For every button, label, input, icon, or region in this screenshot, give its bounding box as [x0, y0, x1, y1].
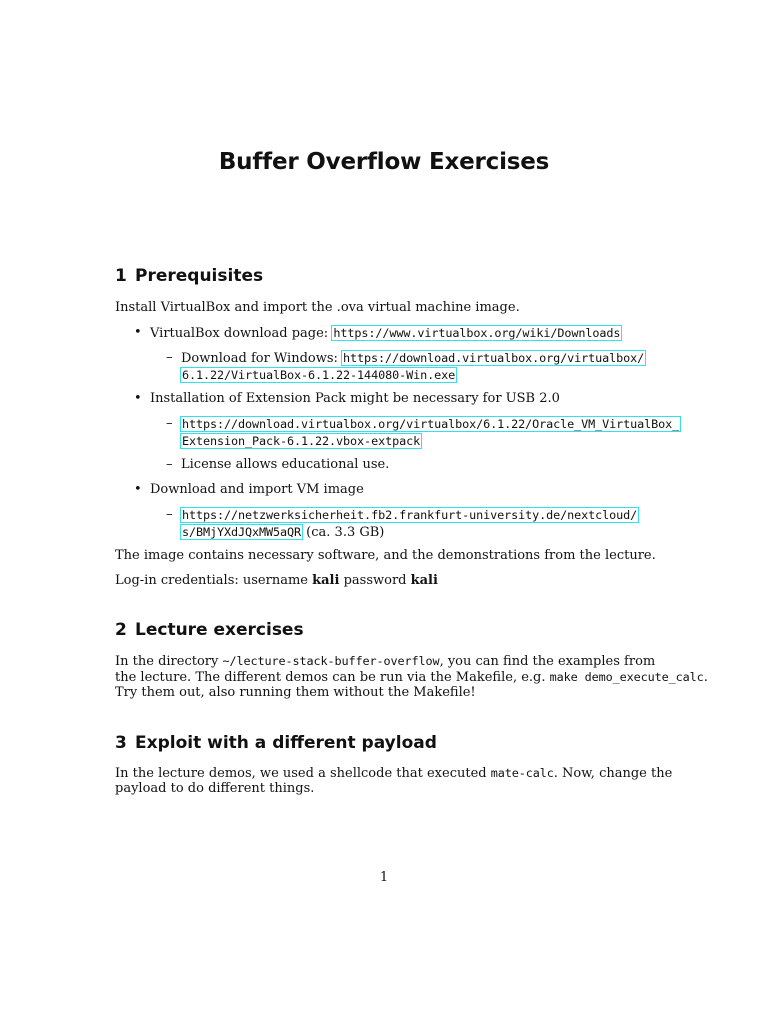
section-2-line-1: [115, 653, 655, 670]
directory-path: ~/lecture-stack-buffer-overflow: [222, 654, 440, 668]
sub-item: [181, 350, 645, 367]
section-title: Lecture exercises: [135, 620, 304, 640]
extension-pack-link-cont[interactable]: Extension_Pack-6.1.22.vbox-extpack: [182, 434, 421, 448]
vm-image-size: (ca. 3.3 GB): [302, 525, 385, 540]
document-title: Buffer Overflow Exercises: [218, 149, 550, 175]
sub-dash: –: [166, 350, 173, 365]
text: .: [703, 670, 708, 685]
section-number: 3: [115, 733, 127, 753]
text: the lecture. The different demos can be run via the Makefile, e.g.: [115, 670, 550, 685]
section-number: 1: [115, 266, 127, 286]
section-3-heading: [115, 733, 437, 753]
creds-middle: password: [339, 573, 411, 588]
sub-item: [181, 507, 638, 523]
sub-item-cont: [181, 367, 456, 383]
extension-pack-link[interactable]: https://download.virtualbox.org/virtualbox/6.1.22/Oracle_VM_VirtualBox_: [182, 417, 680, 431]
bullet-dot: •: [134, 391, 142, 406]
page-number: 1: [379, 870, 389, 885]
sub-item-cont: [181, 433, 421, 449]
bullet-dot: •: [134, 482, 142, 497]
windows-download-link-cont[interactable]: 6.1.22/VirtualBox-6.1.22-144080-Win.exe: [182, 368, 456, 382]
bullet-dot: •: [134, 325, 142, 340]
section-1-outro: The image contains necessary software, and the demonstrations from the lecture.: [115, 548, 656, 563]
sub-text: License allows educational use.: [181, 457, 390, 472]
section-title: Prerequisites: [135, 266, 264, 286]
bullet-text: VirtualBox download page:: [150, 326, 333, 341]
section-number: 2: [115, 620, 127, 640]
section-title: Exploit with a different payload: [135, 733, 437, 753]
section-3-line-2: payload to do different things.: [115, 781, 315, 796]
section-2-line-2: [115, 669, 708, 686]
creds-username: kali: [312, 573, 340, 588]
creds-password: kali: [410, 573, 438, 588]
bullet-text: Installation of Extension Pack might be necessary for USB 2.0: [150, 391, 560, 406]
section-2-heading: [115, 620, 304, 640]
text: In the lecture demos, we used a shellcode that executed: [115, 766, 491, 781]
sub-item: [181, 416, 680, 432]
creds-prefix: Log-in credentials: username: [115, 573, 313, 588]
vm-image-link-cont[interactable]: s/BMjYXdJQxMW5aQR: [182, 525, 302, 539]
section-2-line-3: Try them out, also running them without the Makefile!: [115, 685, 476, 700]
windows-download-link[interactable]: https://download.virtualbox.org/virtualbox/: [343, 351, 645, 365]
text: In the directory: [115, 654, 223, 669]
sub-dash: –: [166, 507, 173, 522]
vm-image-link[interactable]: https://netzwerksicherheit.fb2.frankfurt-university.de/nextcloud/: [182, 508, 638, 522]
mate-calc-code: mate-calc: [490, 766, 554, 780]
text: , you can find the examples from: [439, 654, 656, 669]
text: . Now, change the: [553, 766, 673, 781]
sub-dash: –: [166, 416, 173, 431]
bullet-item: [150, 325, 621, 342]
sub-item-cont: [181, 524, 384, 541]
make-command: make demo_execute_calc: [549, 670, 704, 684]
sub-text: Download for Windows:: [181, 351, 343, 366]
login-credentials: [115, 573, 438, 589]
virtualbox-downloads-link[interactable]: https://www.virtualbox.org/wiki/Downloads: [333, 326, 621, 340]
section-3-line-1: [115, 765, 672, 782]
section-1-intro: Install VirtualBox and import the .ova virtual machine image.: [115, 300, 520, 315]
bullet-text: Download and import VM image: [150, 482, 364, 497]
sub-dash: –: [166, 457, 173, 472]
section-1-heading: [115, 266, 263, 286]
